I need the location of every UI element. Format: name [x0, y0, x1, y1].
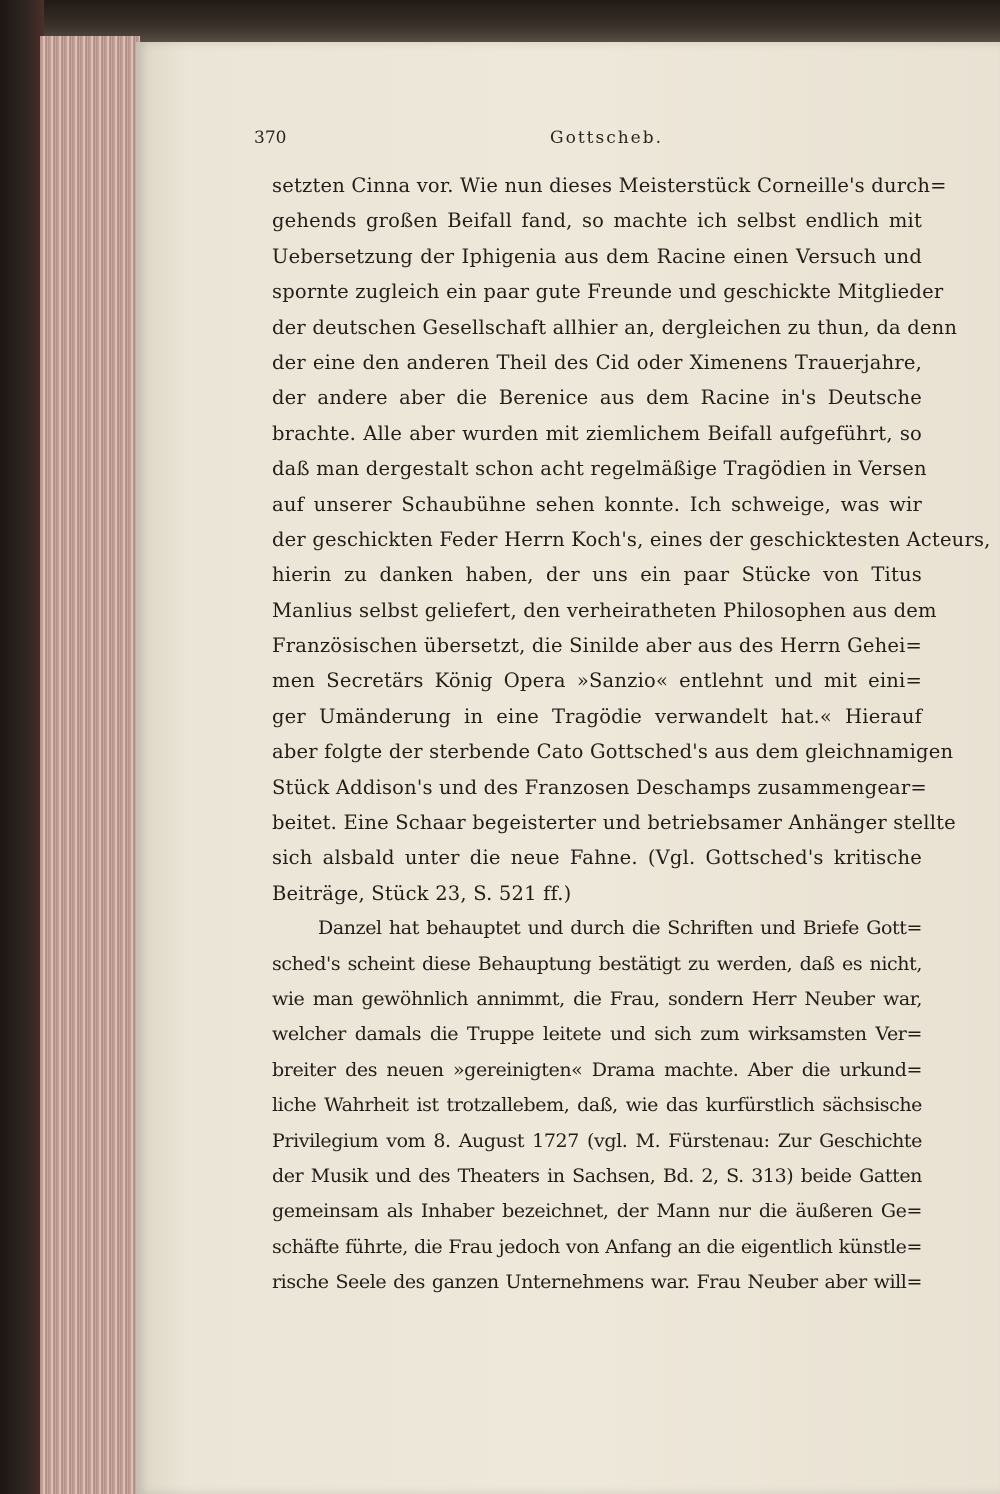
paragraph-2: [272, 911, 922, 1300]
running-head: [254, 128, 894, 154]
text-line: der eine den anderen Theil des Cid oder Ximenens Trauerjahre,: [272, 350, 922, 374]
body-text: [272, 168, 991, 1301]
paragraph-1: [272, 168, 991, 911]
text-line: der andere aber die Berenice aus dem Racine in's Deutsche: [272, 386, 922, 410]
text-line: aber folgte der sterbende Cato Gottsched's aus dem gleichnamigen: [272, 740, 954, 764]
text-line: welcher damals die Truppe leitete und sich zum wirksamsten Ver=: [272, 1023, 922, 1046]
text-line: Beiträge, Stück 23, S. 521 ff.): [272, 881, 572, 905]
text-line: gemeinsam als Inhaber bezeichnet, der Mann nur die äußeren Ge=: [272, 1200, 922, 1223]
text-line: der geschickten Feder Herrn Koch's, eines der geschicktesten Acteurs,: [272, 527, 991, 551]
running-title: Gottscheb.: [550, 128, 664, 148]
text-line: setzten Cinna vor. Wie nun dieses Meisterstück Corneille's durch=: [272, 174, 947, 197]
text-line: sched's scheint diese Behauptung bestätigt zu werden, daß es nicht,: [272, 952, 922, 975]
text-line: Privilegium vom 8. August 1727 (vgl. M. Fürstenau: Zur Geschichte: [272, 1129, 922, 1152]
text-line: auf unserer Schaubühne sehen konnte. Ich schweige, was wir: [272, 492, 922, 516]
text-line: Danzel hat behauptet und durch die Schriften und Briefe Gott=: [318, 917, 922, 940]
text-line: daß man dergestalt schon acht regelmäßige Tragödien in Versen: [272, 457, 927, 481]
text-line: Manlius selbst geliefert, den verheiratheten Philosophen aus dem: [272, 598, 937, 622]
text-line: breiter des neuen »gereinigten« Drama machte. Aber die urkund=: [272, 1058, 922, 1081]
text-line: rische Seele des ganzen Unternehmens war. Frau Neuber aber will=: [272, 1271, 922, 1294]
text-line: Französischen übersetzt, die Sinilde aber aus des Herrn Gehei=: [272, 634, 923, 658]
page-number: 370: [254, 128, 287, 148]
text-line: der Musik und des Theaters in Sachsen, Bd. 2, S. 313) beide Gatten: [272, 1164, 922, 1187]
text-line: sich alsbald unter die neue Fahne. (Vgl. Gottsched's kritische: [272, 846, 922, 870]
book-top-edge: [0, 0, 1000, 44]
page-edges: [40, 36, 140, 1494]
text-line: brachte. Alle aber wurden mit ziemlichem Beifall aufgeführt, so: [272, 421, 922, 445]
text-line: Uebersetzung der Iphigenia aus dem Racine einen Versuch und: [272, 244, 922, 268]
text-line: hierin zu danken haben, der uns ein paar Stücke von Titus: [272, 563, 922, 587]
text-line: liche Wahrheit ist trotzallebem, daß, wie das kurfürstlich sächsische: [272, 1094, 922, 1117]
text-line: gehends großen Beifall fand, so machte ich selbst endlich mit: [272, 209, 922, 233]
text-line: beitet. Eine Schaar begeisterter und betriebsamer Anhänger stellte: [272, 811, 956, 835]
text-line: ger Umänderung in eine Tragödie verwandelt hat.« Hierauf: [272, 704, 922, 728]
text-line: der deutschen Gesellschaft allhier an, dergleichen zu thun, da denn: [272, 315, 958, 339]
text-line: spornte zugleich ein paar gute Freunde und geschickte Mitglieder: [272, 280, 944, 304]
text-line: schäfte führte, die Frau jedoch von Anfang an die eigentlich künstle=: [272, 1235, 922, 1258]
text-line: Stück Addison's und des Franzosen Deschamps zusammengear=: [272, 775, 927, 799]
text-line: wie man gewöhnlich annimmt, die Frau, sondern Herr Neuber war,: [272, 987, 922, 1010]
book-binding: [0, 0, 44, 1494]
text-line: men Secretärs König Opera »Sanzio« entlehnt und mit eini=: [272, 669, 922, 693]
